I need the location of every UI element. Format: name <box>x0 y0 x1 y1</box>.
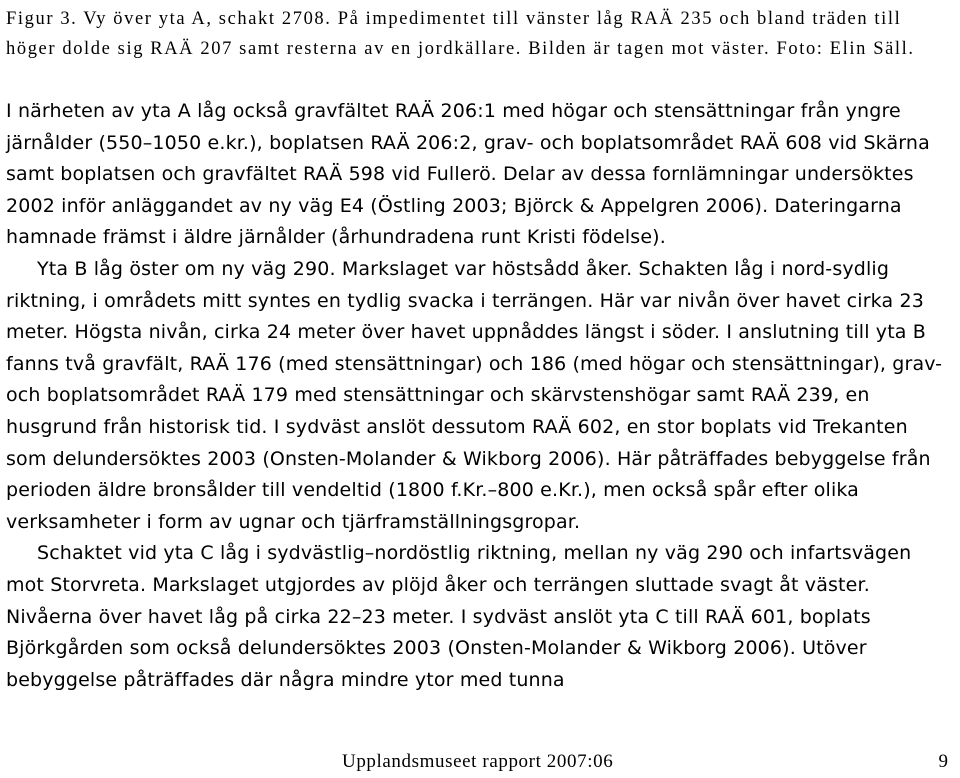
body-text <box>6 96 952 696</box>
paragraph: Yta B låg öster om ny väg 290. Markslaget var höstsådd åker. Schakten låg i nord-sydlig riktning, i områdets mitt syntes en tydlig svacka i terrängen. Här var nivån över havet cirka 23 meter. Högsta nivån, cirka 24 meter över havet uppnåddes längst i söder. I anslutning till yta B fanns två gravfält, RAÄ 176 (med stensättningar) och 186 (med högar och stensättningar), grav- och boplatsområdet RAÄ 179 med stensättningar och skärvstenshögar samt RAÄ 239, en husgrund från historisk tid. I sydväst anslöt dessutom RAÄ 602, en stor boplats vid Trekanten som delundersöktes 2003 (Onsten-Molander & Wikborg 2006). Här påträffades bebyggelse från perioden äldre bronsålder till vendeltid (1800 f.Kr.–800 e.Kr.), men också spår efter olika verksamheter i form av ugnar och tjärframställningsgropar. <box>6 257 943 533</box>
footer-page-number: 9 <box>938 751 948 772</box>
paragraph: Schaktet vid yta C låg i sydvästlig–nordöstlig riktning, mellan ny väg 290 och infartsvägen mot Storvreta. Markslaget utgjordes av plöjd åker och terrängen sluttade svagt åt väster. Nivåerna över havet låg på cirka 22–23 meter. I sydväst anslöt yta C till RAÄ 601, boplats Björkgården som också delundersöktes 2003 (Onsten-Molander & Wikborg 2006). Utöver bebyggelse påträffades där några mindre ytor med tunna <box>6 542 912 691</box>
figure-caption: Figur 3. Vy över yta A, schakt 2708. På impedimentet till vänster låg RAÄ 235 och bland träden till höger dolde sig RAÄ 207 samt resterna av en jordkällare. Bilden är tagen mot väster. Foto: Elin Säll. <box>6 9 915 59</box>
paragraph: I närheten av yta A låg också gravfältet RAÄ 206:1 med högar och stensättningar från yngre järnålder (550–1050 e.kr.), boplatsen RAÄ 206:2, grav- och boplatsområdet RAÄ 608 vid Skärna samt boplatsen och gravfältet RAÄ 598 vid Fullerö. Delar av dessa fornlämningar undersöktes 2002 inför anläggandet av ny väg E4 (Östling 2003; Björck & Appelgren 2006). Dateringarna hamnade främst i äldre järnålder (århundradena runt Kristi födelse). <box>6 100 930 249</box>
footer-report-title: Upplandsmuseet rapport 2007:06 <box>342 751 614 772</box>
